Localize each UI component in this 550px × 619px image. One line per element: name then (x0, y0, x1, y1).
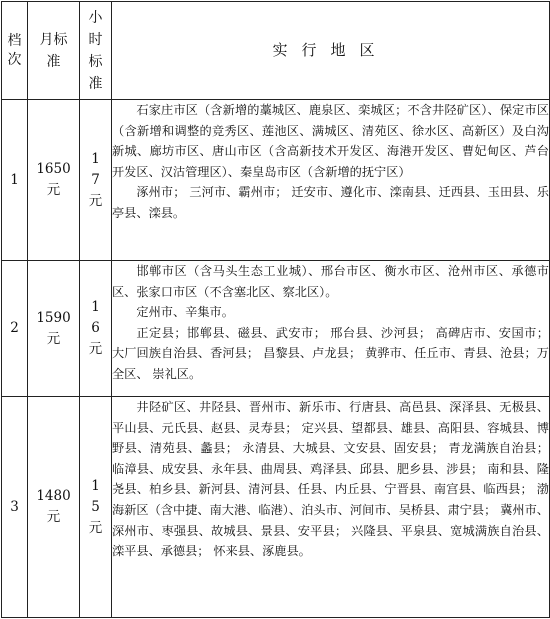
header-hourly-label: 小时标准 (88, 9, 103, 92)
row-2-monthly-value: 1590元 (36, 309, 71, 347)
row-3-hourly-value: 15元 (88, 477, 103, 536)
header-grade (2, 2, 28, 100)
header-region-label: 实行地区 (272, 41, 389, 59)
header-region (112, 2, 550, 100)
row-3-grade: 3 (2, 397, 28, 618)
header-hourly (80, 2, 112, 100)
row-2-region-main: 邯郸市区（含马头生态工业城）、邢台市区、衡水市区、沧州市区、承德市区、张家口市区（不含塞北区、察北区）。 (112, 264, 549, 299)
row-1-hourly-value: 17元 (88, 150, 103, 209)
table-row (2, 261, 550, 397)
row-1-region (112, 100, 550, 261)
header-monthly-label: 月标准 (39, 31, 68, 70)
row-3-region (112, 397, 550, 618)
row-2-hourly (80, 261, 112, 397)
row-3-region-main: 井陉矿区、井陉县、晋州市、新乐市、行唐县、高邑县、深泽县、无极县、平山县、元氏县、赵县、灵寿县； 定兴县、望都县、雄县、高阳县、容城县、博野县、清苑县、蠡县； 永清县、大城县、文安县、固安县； 青龙满族自治县； 临漳县、成安县、永年县、曲周县、鸡泽县、邱县、肥乡县、涉县； 南和县、隆尧县、柏乡县、新河县、清河县、任县、内丘县、宁晋县、南宫县、临西县； 渤海新区（含中捷、南大港、临港）、泊头市、河间市、吴桥县、肃宁县； 冀州市、深州市、枣强县、故城县、景县、安平县； 兴隆县、平泉县、宽城满族自治县、滦平县、承德县； 怀来县、涿鹿县。 (112, 400, 549, 559)
table-row (2, 397, 550, 618)
minimum-wage-table (1, 1, 550, 618)
row-1-hourly (80, 100, 112, 261)
row-2-region (112, 261, 550, 397)
row-2-region-counties: 正定县；邯郸县、磁县、武安市； 邢台县、沙河县； 高碑店市、安国市； 大厂回族自治县、香河县； 昌黎县、卢龙县； 黄骅市、任丘市、青县、沧县；万全区、 崇礼区。 (112, 325, 549, 381)
row-2-monthly (28, 261, 80, 397)
row-1-monthly (28, 100, 80, 261)
row-1-monthly-value: 1650元 (36, 161, 71, 198)
table-row (2, 100, 550, 261)
row-3-hourly (80, 397, 112, 618)
row-3-monthly (28, 397, 80, 618)
row-1-grade: 1 (2, 100, 28, 261)
row-1-region-main: 石家庄市区（含新增的藁城区、鹿泉区、栾城区；不含井陉矿区）、保定市区（含新增和调整的竞秀区、莲池区、满城区、清苑区、徐水区、高新区）及白沟新城、廊坊市区、唐山市区（含高新技术开发区、海港开发区、曹妃甸区、芦台开发区、汉沽管理区）、秦皇岛市区（含新增的抚宁区） (112, 103, 549, 179)
header-grade-label: 档次 (7, 32, 22, 68)
row-2-region-cities: 定州市、辛集市。 (136, 305, 234, 320)
row-2-grade: 2 (2, 261, 28, 397)
row-1-region-counties: 涿州市； 三河市、霸州市； 迁安市、遵化市、滦南县、迁西县、玉田县、乐亭县、滦县。 (112, 185, 549, 220)
header-monthly (28, 2, 80, 100)
row-2-hourly-value: 16元 (88, 299, 103, 357)
row-3-monthly-value: 1480元 (36, 488, 71, 525)
header-row (2, 2, 550, 100)
